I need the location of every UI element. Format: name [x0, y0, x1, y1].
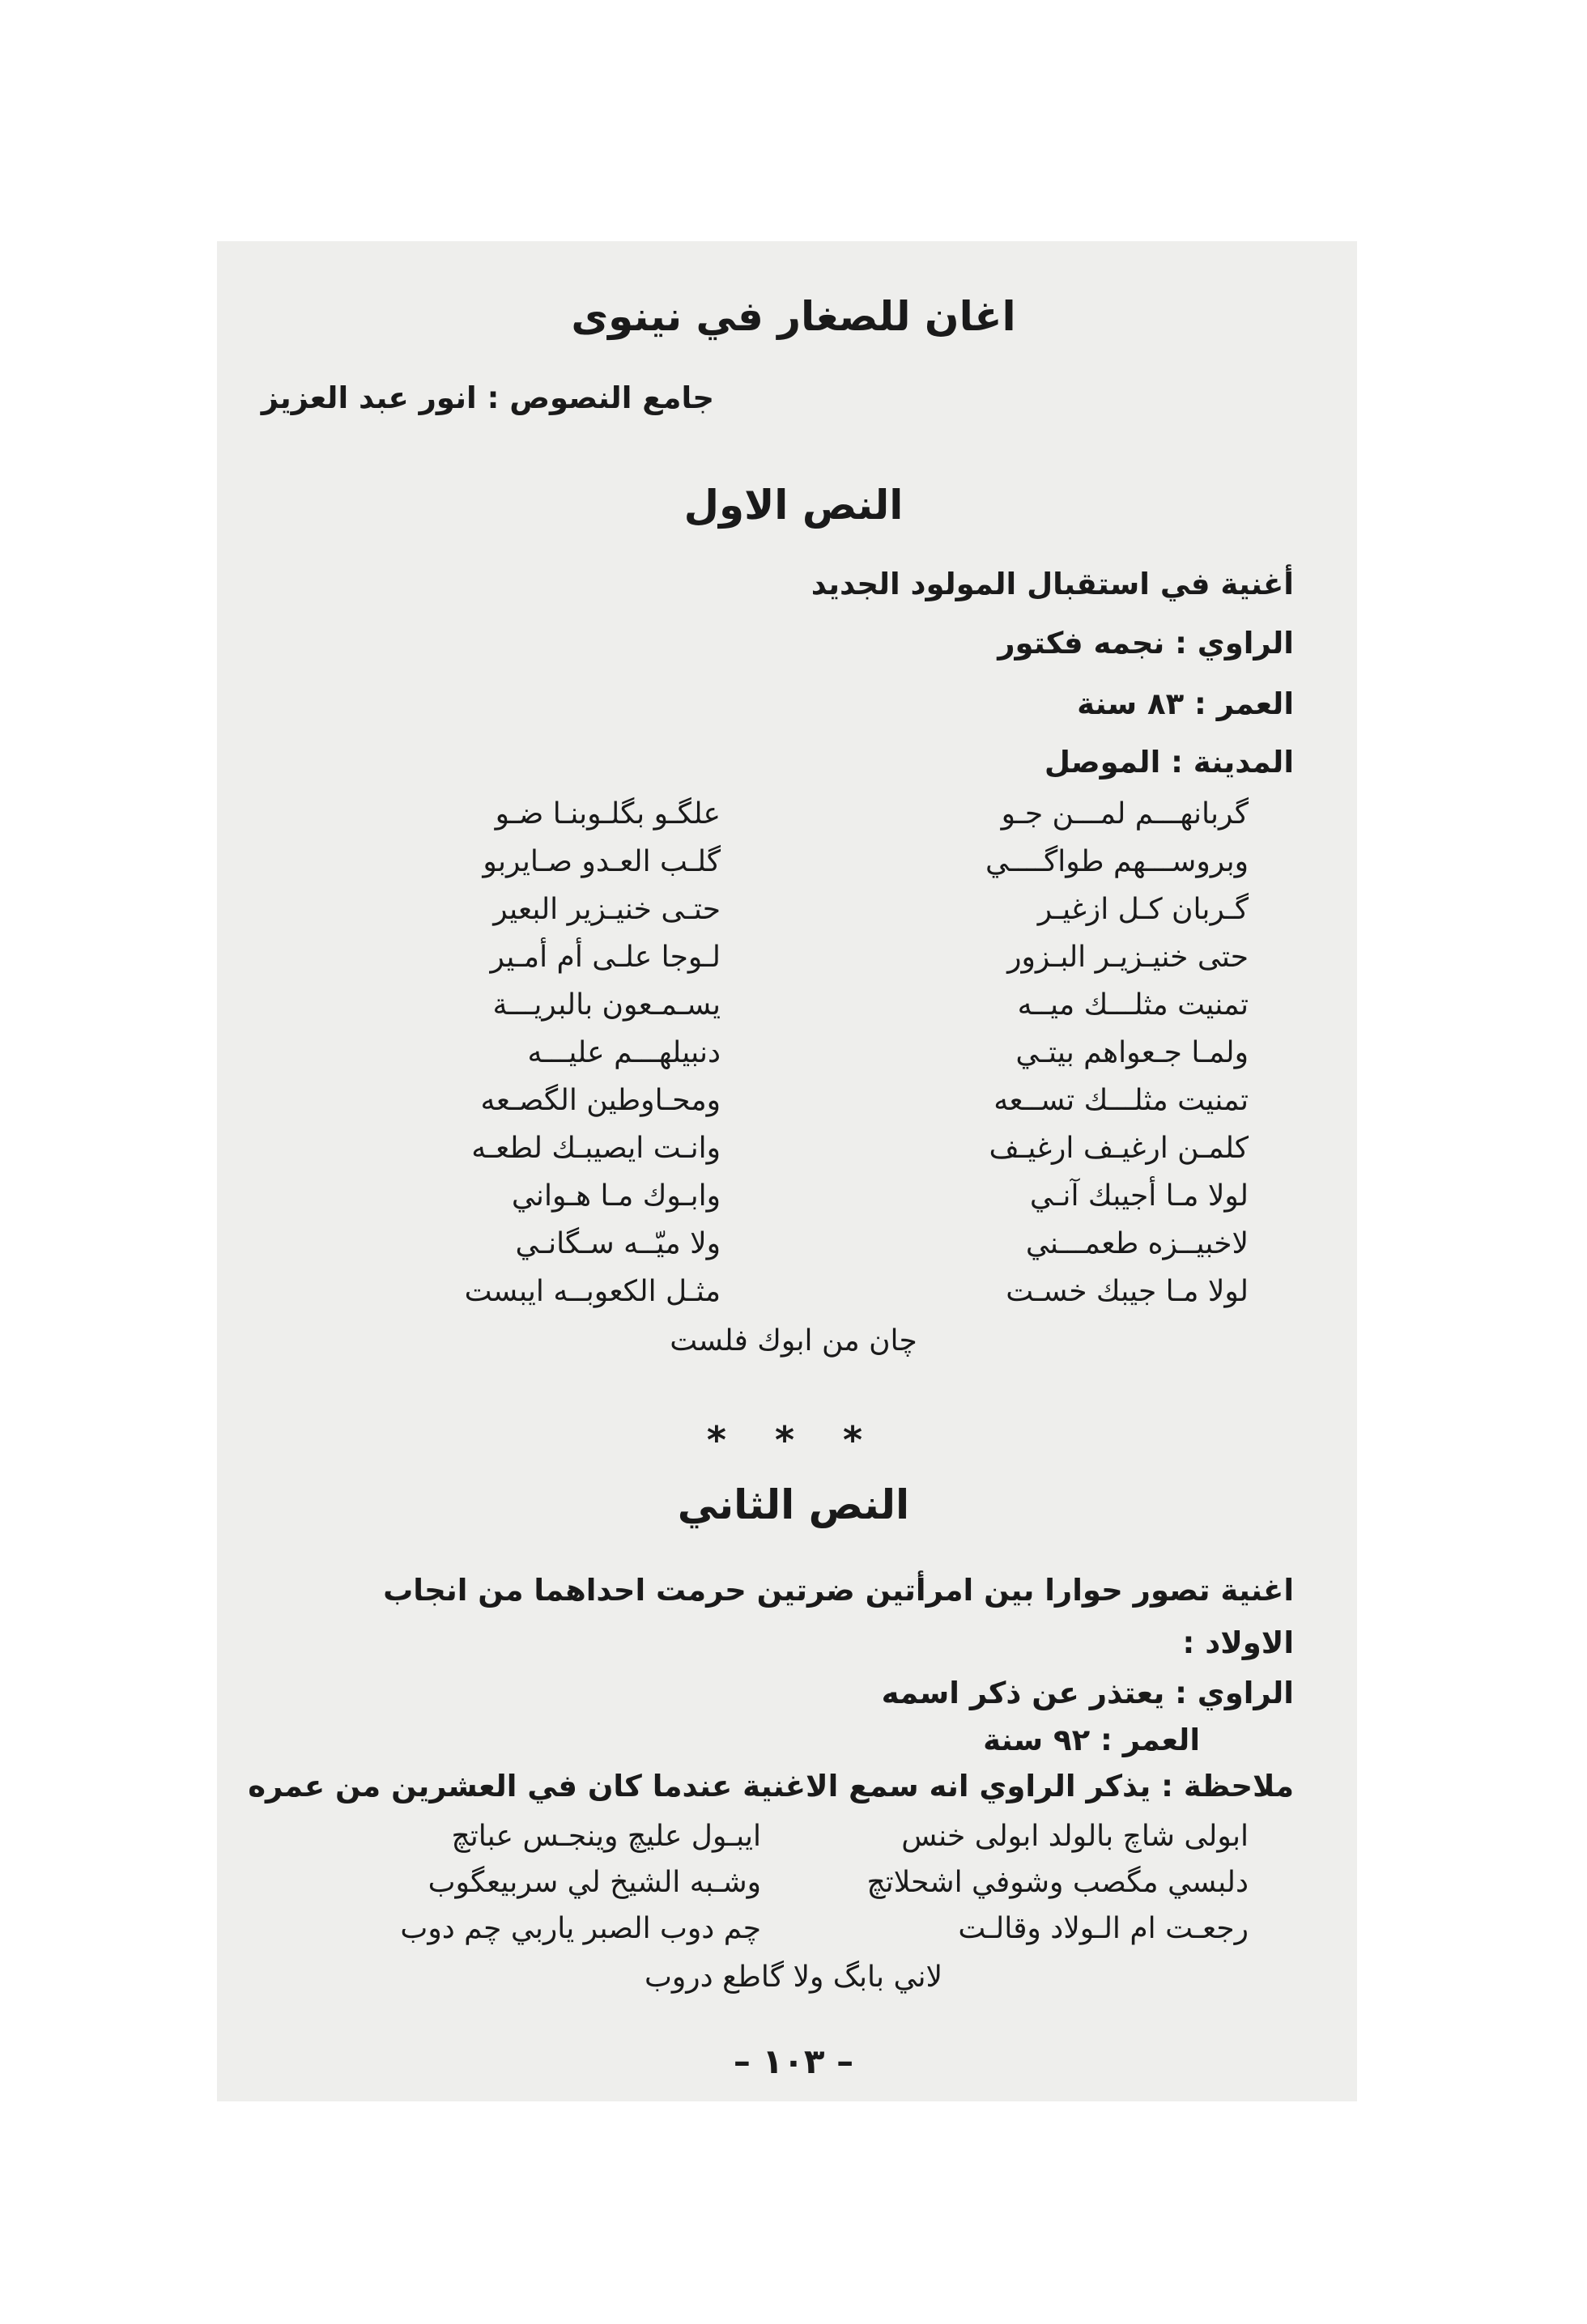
verse-right: لولا مـا أجيبك آنـي	[1029, 1179, 1249, 1213]
verse-right: گربانهـــم لمـــن جـو	[1001, 797, 1249, 831]
text2-heading: النص الثاني	[677, 1481, 910, 1528]
verse-left: ومحـاوطين الگصـعه	[480, 1084, 721, 1117]
verse-right: ولمـا جـعواهم بيتـي	[1015, 1036, 1249, 1069]
verse-right: حتى خنيـزيـر البـزور	[1007, 941, 1249, 974]
verse-left: ولا ميّــه سـگانـي	[515, 1227, 721, 1260]
verse-left: مثـل الكعوبــه ايبست	[464, 1275, 721, 1308]
text1-song-title: أغنية في استقبال المولود الجديد	[811, 567, 1294, 601]
text1-narrator: الراوي : نجمه فكتور	[998, 626, 1294, 661]
verse-left: علگـو بگلـوبنـا ضـو	[495, 797, 721, 831]
verse-right: لاخبيــزه طعمـــني	[1025, 1227, 1249, 1260]
text1-closing-verse: چان من ابوك فلست	[670, 1324, 917, 1357]
text1-age: العمر : ٨٣ سنة	[1077, 686, 1294, 721]
text2-song-title-cont: الاولاد :	[1182, 1625, 1294, 1660]
collector-line: جامع النصوص : انور عبد العزيز	[261, 380, 714, 415]
verse-left: چم دوب الصبر ياربي چم دوب	[400, 1912, 761, 1945]
verse-left: يسـمـعون بالبريـــة	[492, 988, 721, 1022]
text2-closing-verse: لاني بابگ ولا گاطع دروب	[644, 1961, 943, 1994]
text2-age: العمر : ٩٢ سنة	[983, 1723, 1200, 1757]
verse-right: رجعـت ام الـولاد وقالـت	[958, 1912, 1249, 1945]
text1-city: المدينة : الموصل	[1044, 745, 1294, 780]
verse-left: وانـت ايصيبـك لطعـه	[471, 1132, 721, 1165]
verse-left: وشـبه الشيخ لي سربيعگوب	[428, 1866, 761, 1899]
verse-left: گلـب العـدو صـايربو	[483, 845, 721, 878]
verse-left: دنبيلهـــم عليـــه	[527, 1036, 721, 1069]
verse-left: لـوجا علـى أم أمـير	[490, 941, 721, 974]
verse-left: ايبـول عليچ وينجـس عباتچ	[451, 1820, 761, 1853]
verse-right: تمنيت مثلـــك تســعه	[993, 1084, 1249, 1117]
verse-right: كلمـن ارغيـف ارغيـف	[989, 1132, 1249, 1165]
text2-narrator: الراوي : يعتذر عن ذكر اسمه	[881, 1676, 1294, 1710]
verse-right: لولا مـا جيبك خسـت	[1006, 1275, 1249, 1308]
text2-note: ملاحظة : يذكر الراوي انه سمع الاغنية عندما كان في العشرين من عمره	[248, 1769, 1294, 1804]
verse-right: دلبسي مگصب وشوفي اشحلاتچ	[866, 1866, 1249, 1899]
verse-right: ابولى شاچ بالولد ابولى خنس	[901, 1820, 1249, 1853]
verse-left: وابـوك مـا هـواني	[511, 1179, 721, 1213]
text2-song-title: اغنية تصور حوارا بين امرأتين ضرتين حرمت احداهما من انجاب	[383, 1573, 1294, 1608]
verse-left: حتـى خنيـزير البعير	[493, 893, 721, 926]
page-title: اغان للصغار في نينوى	[571, 293, 1016, 340]
text1-heading: النص الاول	[683, 482, 904, 529]
section-separator: * * *	[706, 1418, 881, 1462]
page-number: – ١٠٣ –	[733, 2041, 854, 2081]
verse-right: گـربان كـل ازغيـر	[1037, 893, 1249, 926]
verse-right: وبروســـهم طواگــــي	[985, 845, 1249, 878]
verse-right: تمنيت مثلـــك ميــه	[1017, 988, 1249, 1022]
